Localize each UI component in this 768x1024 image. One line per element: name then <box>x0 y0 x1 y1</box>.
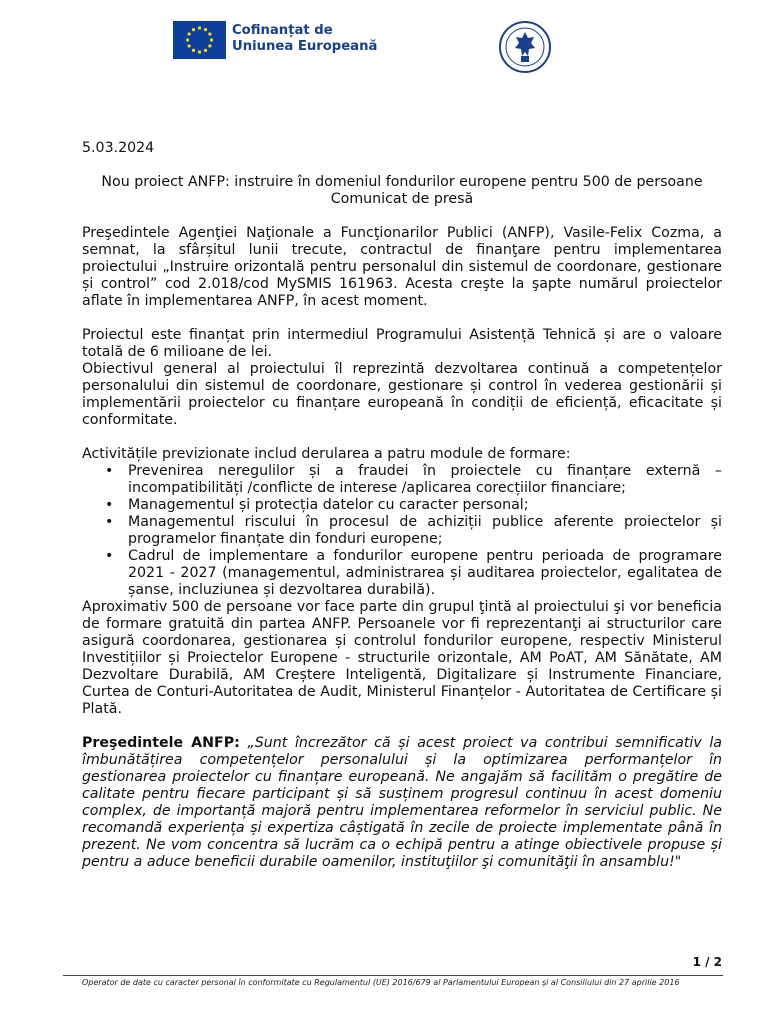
eu-flag-icon <box>173 21 226 59</box>
module-text: Prevenirea neregulilor și a fraudei în proiectele cu finanțare externă – incompatibilități /conflicte de interese /aplicarea corecțiilor financiare; <box>128 463 722 496</box>
bullet-icon: • <box>105 548 114 564</box>
bullet-icon: • <box>105 497 114 513</box>
eu-text-line1: Cofinanțat de <box>232 23 333 38</box>
title-subtitle: Comunicat de presă <box>330 191 474 207</box>
bullet-icon: • <box>105 463 114 479</box>
footer-divider <box>63 975 723 976</box>
release-title <box>82 174 722 208</box>
list-item <box>82 463 722 497</box>
document-header <box>0 14 768 74</box>
footer-note: Operator de date cu caracter personal în conformitate cu Regulamentul (UE) 2016/679 al Parlamentului European și al Consiliului din 27 aprilie 2016 <box>82 978 680 987</box>
page-number: 1 / 2 <box>692 955 722 969</box>
title-headline: Nou proiect ANFP: instruire în domeniul fondurilor europene pentru 500 de persoane <box>101 174 703 190</box>
paragraph-intro: Preşedintele Agenţiei Naţionale a Funcţionarilor Publici (ANFP), Vasile-Felix Cozma, a semnat, la sfârșitul lunii trecute, contractul de finanţare pentru implementarea proiectului „Instruire orizontală pentru personalul din sistemul de coordonare, gestionare și control” cod 2.018/cod MySMIS 161963. Acesta creşte la şapte numărul proiectelor aflate în implementarea ANFP, în acest moment. <box>82 225 722 309</box>
romanian-government-seal-icon <box>498 20 552 74</box>
module-text: Managementul riscului în procesul de achiziții publice aferente proiectelor și programelor finanțate din fonduri europene; <box>128 514 722 547</box>
eu-text-line2: Uniunea Europeană <box>232 39 378 54</box>
paragraph-objective: Obiectivul general al proiectului îl reprezintă dezvoltarea continuă a competențelor personalului din sistemul de coordonare, gestionare și control în vederea gestionării și implementării proiectelor cu finanțare europeană în condiții de eficiență, eficacitate și conformitate. <box>82 361 722 428</box>
press-release-body <box>82 140 722 871</box>
training-modules-list <box>82 463 722 599</box>
quote-text: „Sunt încrezător că și acest proiect va contribui semnificativ la îmbunătățirea competențelor personalului și la optimizarea performanțelor în gestionarea proiectelor cu finanțare europeană. Ne angajăm să facilităm o pregătire de calitate pentru fiecare participant și să susținem progresul continuu în acest domeniu complex, de importanță majoră pentru implementarea reformelor în serviciul public. Ne recomandă experiența și expertiza câștigată în zecile de proiecte implementate până în prezent. Ne vom concentra să lucrăm ca o echipă pentru a atinge obiectivele propuse și pentru a aduce beneficii durabile oamenilor, instituţiilor şi comunităţii în ansamblu!" <box>82 735 722 870</box>
list-item <box>82 514 722 548</box>
list-item <box>82 497 722 514</box>
quote-lead: Preşedintele ANFP: <box>82 735 240 751</box>
list-item <box>82 548 722 599</box>
module-text: Cadrul de implementare a fondurilor europene pentru perioada de programare 2021 - 2027 (managementul, administrarea și auditarea proiectelor, egalitatea de șanse, incluziunea și dezvoltarea durabilă). <box>128 548 722 598</box>
eu-cofinancing-label <box>232 23 377 55</box>
paragraph-activities: Activitățile previzionate includ derularea a patru module de formare: <box>82 446 571 462</box>
paragraph-target-group: Aproximativ 500 de persoane vor face parte din grupul ţintă al proiectului şi vor beneficia de formare gratuită din partea ANFP. Persoanele vor fi reprezentanţi ai structurilor care asigură coordonarea, gestionarea și controlul fondurilor europene, respectiv Ministerul Investițiilor și Proiectelor Europene - structurile orizontale, AM PoAT, AM Sănătate, AM Dezvoltare Durabilă, AM Creștere Inteligentă, Digitalizare și Instrumente Financiare, Curtea de Conturi-Autoritatea de Audit, Ministerul Finanțelor - Autoritatea de Certificare și Plată. <box>82 599 722 717</box>
paragraph-financing: Proiectul este finanțat prin intermediul Programului Asistență Tehnică și are o valoare totală de 6 milioane de lei. <box>82 327 722 360</box>
module-text: Managementul și protecția datelor cu caracter personal; <box>128 497 529 513</box>
release-date: 5.03.2024 <box>82 140 155 156</box>
bullet-icon: • <box>105 514 114 530</box>
president-quote <box>82 735 722 871</box>
